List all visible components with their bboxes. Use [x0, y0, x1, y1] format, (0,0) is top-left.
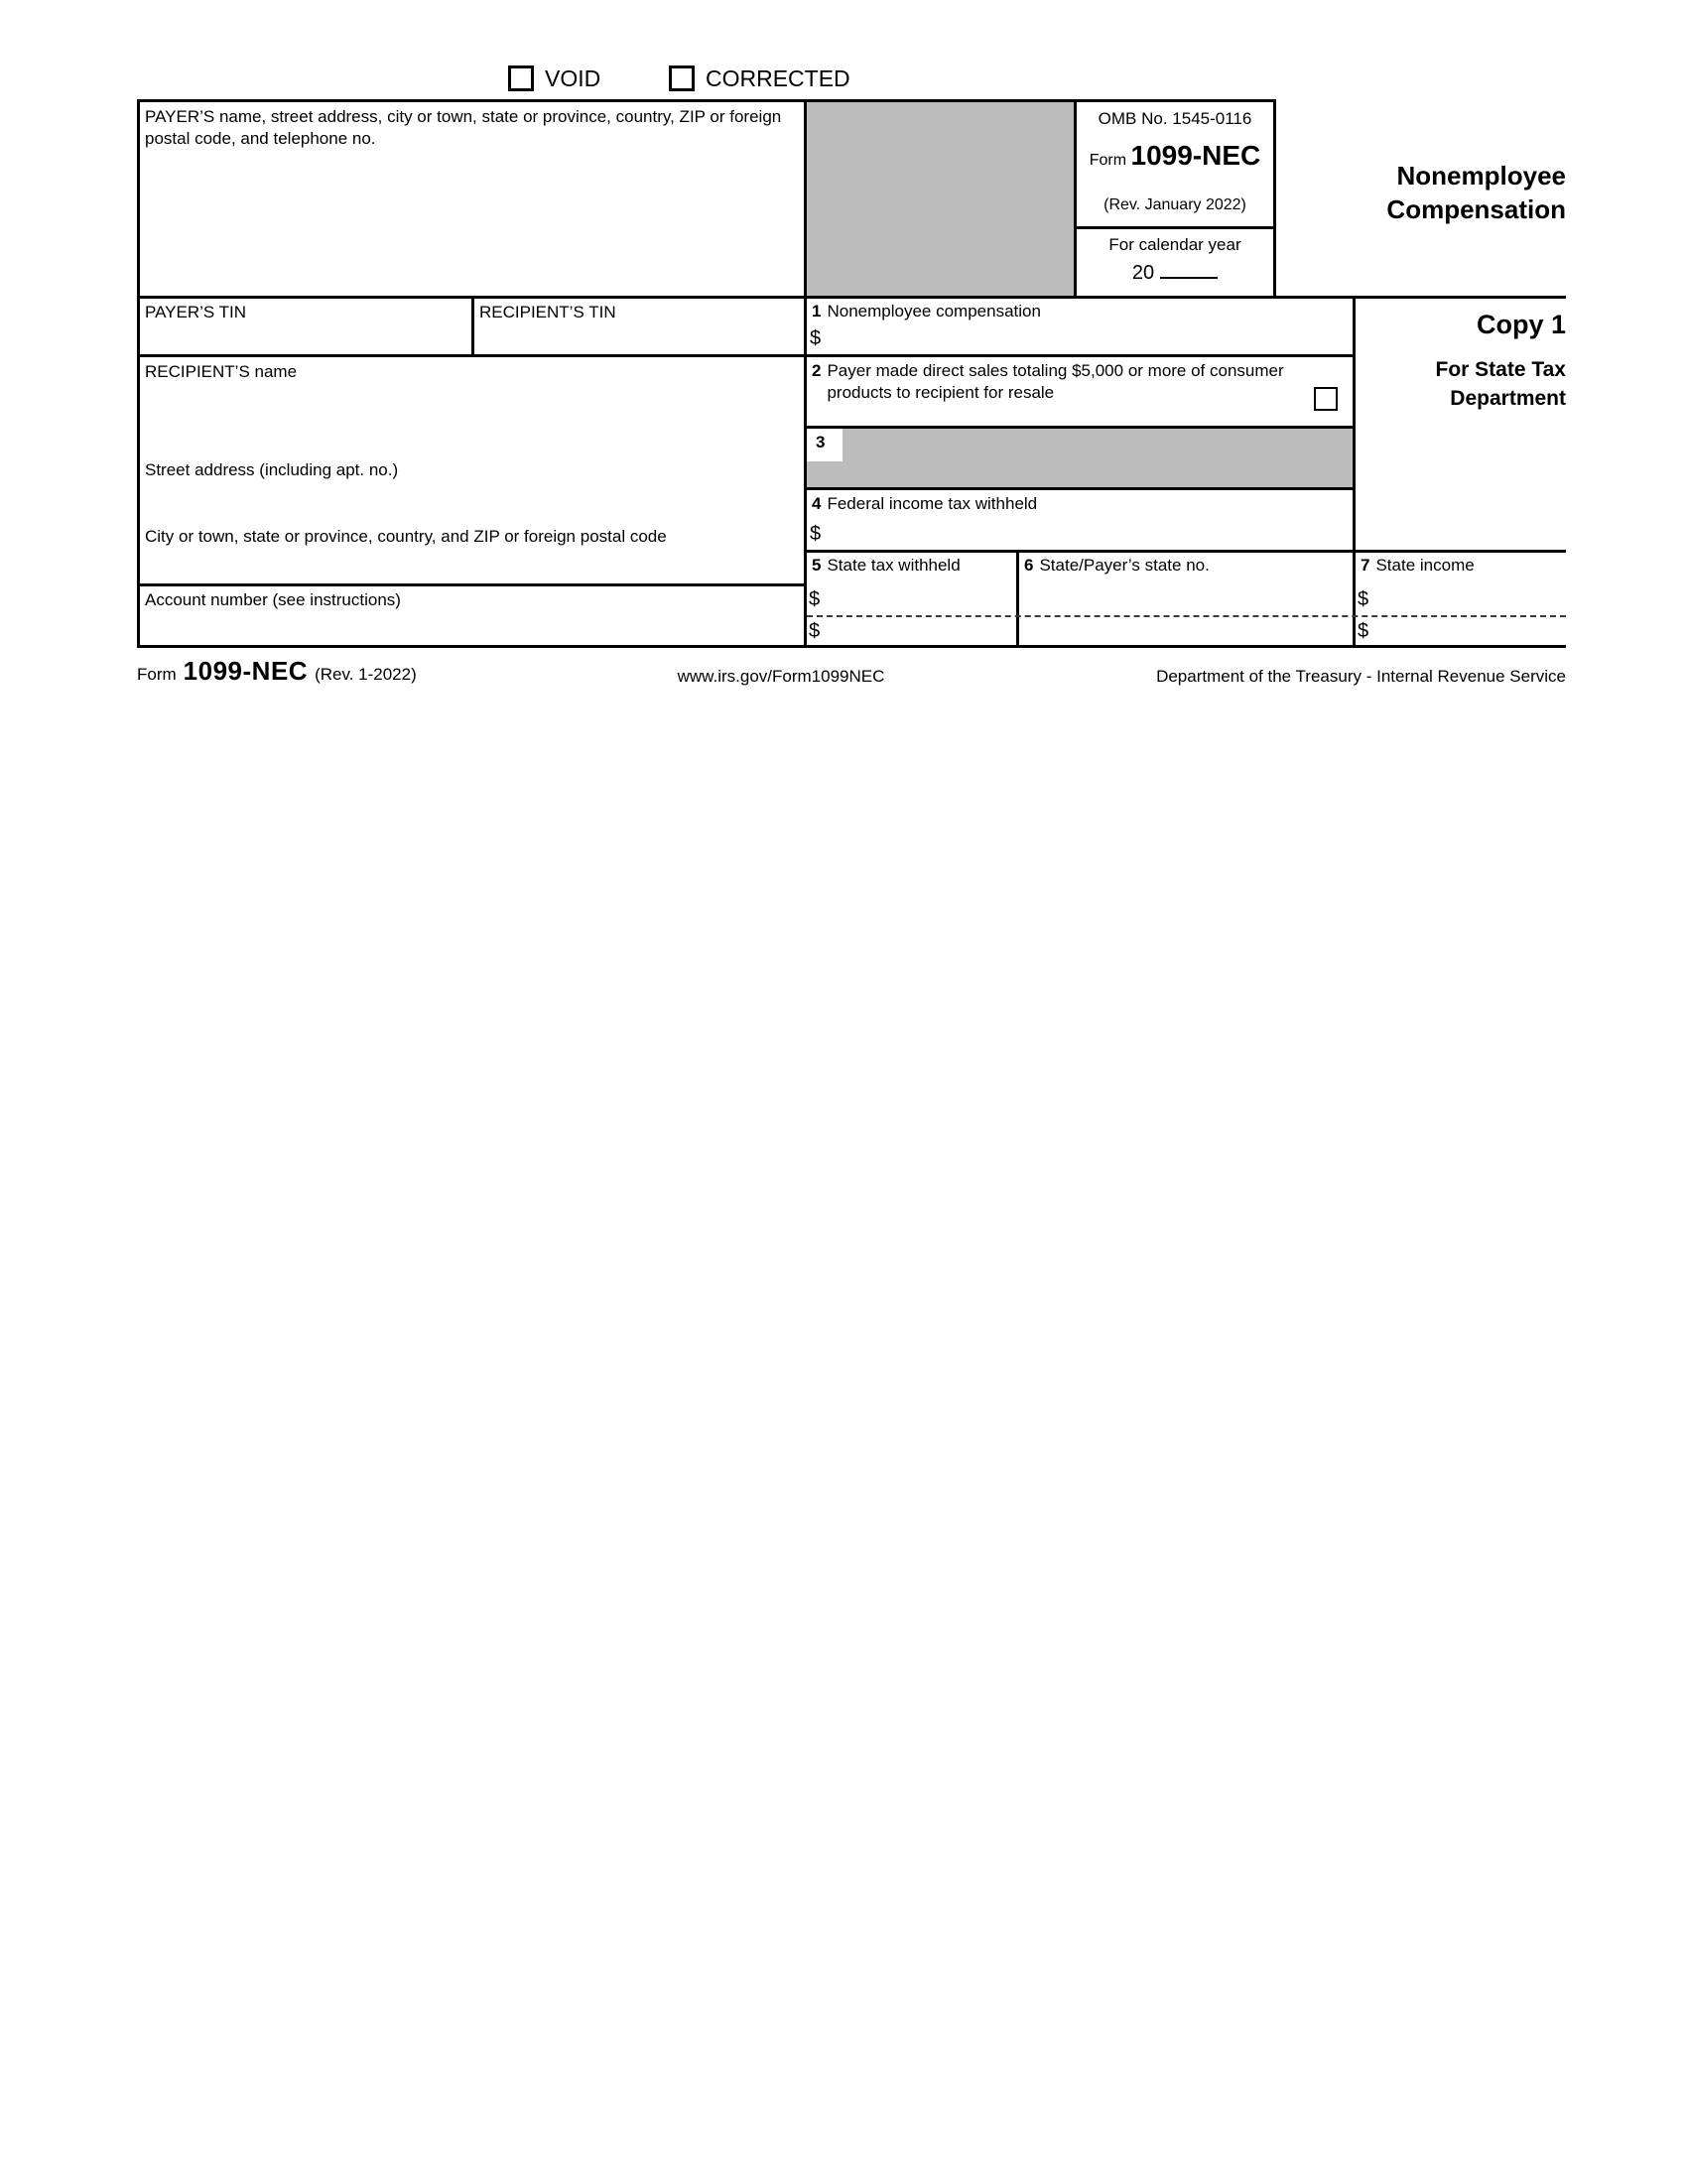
city-state-zip-label: City or town, state or province, country, and ZIP or foreign postal code: [145, 527, 667, 546]
box7-label: [1361, 555, 1559, 577]
calendar-year-field[interactable]: [1160, 259, 1218, 279]
row-divider-5: [804, 550, 1566, 553]
corrected-label: CORRECTED: [706, 65, 850, 91]
box5-box6-divider: [1016, 550, 1019, 648]
box6-label: [1024, 555, 1342, 577]
copy-for-line2: Department: [1450, 387, 1566, 410]
box6-number: 6: [1024, 556, 1034, 575]
box4-amount-field[interactable]: [830, 522, 1336, 548]
footer-form-id: [137, 656, 417, 687]
box2-checkbox[interactable]: [1314, 387, 1338, 411]
account-row-divider: [137, 583, 807, 586]
box1-text: Nonemployee compensation: [827, 302, 1041, 321]
box6-state-field-1[interactable]: [1021, 587, 1349, 611]
box4-text: Federal income tax withheld: [827, 494, 1038, 513]
payer-info-field[interactable]: [140, 154, 800, 293]
street-address-label: Street address (including apt. no.): [145, 460, 399, 479]
copy-for: [1358, 355, 1566, 413]
box1-amount-field[interactable]: [830, 325, 1336, 351]
box2-number: 2: [812, 361, 822, 380]
calendar-year-prefix: 20: [1131, 262, 1155, 284]
box5-number: 5: [812, 556, 822, 575]
box3-number: 3: [807, 429, 843, 461]
row-divider-1: [137, 296, 1566, 299]
street-address-field[interactable]: [140, 482, 800, 522]
form-title-line2: Compensation: [1386, 194, 1566, 224]
box7-number: 7: [1361, 556, 1370, 575]
void-checkbox[interactable]: [508, 65, 534, 91]
form-word: Form: [1089, 152, 1127, 169]
center-divider: [804, 99, 807, 648]
city-state-zip-field[interactable]: [140, 549, 800, 580]
box6-text: State/Payer’s state no.: [1039, 556, 1210, 575]
recipient-name-field[interactable]: [140, 385, 800, 454]
footer-revision: (Rev. 1-2022): [315, 665, 417, 684]
omb-inner-divider: [1074, 226, 1276, 229]
box4-label: [812, 493, 1328, 515]
recipient-name-label: RECIPIENT’S name: [145, 362, 298, 381]
calendar-year-line: [1077, 259, 1273, 285]
box7-text: State income: [1375, 556, 1475, 575]
right-column-divider: [1353, 296, 1356, 648]
recipient-tin-field[interactable]: [474, 323, 800, 351]
omb-number: OMB No. 1545-0116: [1098, 109, 1252, 128]
corrected-checkbox[interactable]: [669, 65, 695, 91]
payer-tin-field[interactable]: [140, 323, 467, 351]
box7-dollar-sign-2: $: [1358, 620, 1369, 642]
box5-amount-field-2[interactable]: [829, 619, 1012, 643]
payer-info-label: PAYER’S name, street address, city or town, state or province, country, ZIP or foreign postal code, and telephone no.: [145, 107, 782, 148]
box7-amount-field-1[interactable]: [1377, 587, 1561, 611]
copy-designation: Copy 1: [1476, 310, 1566, 339]
state-rows-dashed-divider: [807, 615, 1566, 617]
border-bottom: [137, 645, 1566, 648]
box1-label: [812, 301, 1328, 322]
form-title: [1358, 159, 1566, 226]
box5-dollar-sign-1: $: [809, 588, 821, 610]
box4-dollar-sign: $: [810, 523, 822, 545]
box5-text: State tax withheld: [827, 556, 961, 575]
payer-tin-label: PAYER’S TIN: [145, 303, 247, 321]
box1-dollar-sign: $: [810, 327, 822, 349]
box5-amount-field-1[interactable]: [829, 587, 1012, 611]
box7-amount-field-2[interactable]: [1377, 619, 1561, 643]
row-divider-4: [804, 487, 1356, 490]
box1-number: 1: [812, 302, 822, 321]
shaded-area-top: [807, 102, 1074, 296]
box7-dollar-sign-1: $: [1358, 588, 1369, 610]
box3-shaded-area: [807, 429, 1353, 487]
form-revision: (Rev. January 2022): [1103, 196, 1246, 213]
footer-department: Department of the Treasury - Internal Revenue Service: [1156, 667, 1566, 686]
footer-form-word: Form: [137, 665, 177, 684]
copy-for-line1: For State Tax: [1435, 358, 1566, 381]
form-number-block: [1077, 140, 1273, 172]
box4-number: 4: [812, 494, 822, 513]
recipient-tin-label: RECIPIENT’S TIN: [479, 303, 616, 321]
box2-label: [812, 360, 1293, 404]
row-divider-3: [804, 426, 1356, 429]
row-divider-2: [137, 354, 1356, 357]
box2-text: Payer made direct sales totaling $5,000 or more of consumer products to recipient for resale: [827, 361, 1284, 402]
box5-dollar-sign-2: $: [809, 620, 821, 642]
box6-state-field-2[interactable]: [1021, 619, 1349, 643]
account-number-label: Account number (see instructions): [145, 590, 401, 609]
omb-right-border: [1273, 99, 1276, 296]
footer-irs-url[interactable]: www.irs.gov/Form1099NEC: [677, 667, 885, 686]
account-number-field[interactable]: [140, 611, 800, 643]
form-title-line1: Nonemployee: [1396, 161, 1566, 191]
calendar-year-label: For calendar year: [1108, 235, 1241, 254]
border-top: [137, 99, 1276, 102]
footer-form-number: 1099-NEC: [183, 656, 309, 686]
box5-label: [812, 555, 1010, 577]
form-number: 1099-NEC: [1130, 140, 1261, 171]
void-label: VOID: [545, 65, 601, 91]
